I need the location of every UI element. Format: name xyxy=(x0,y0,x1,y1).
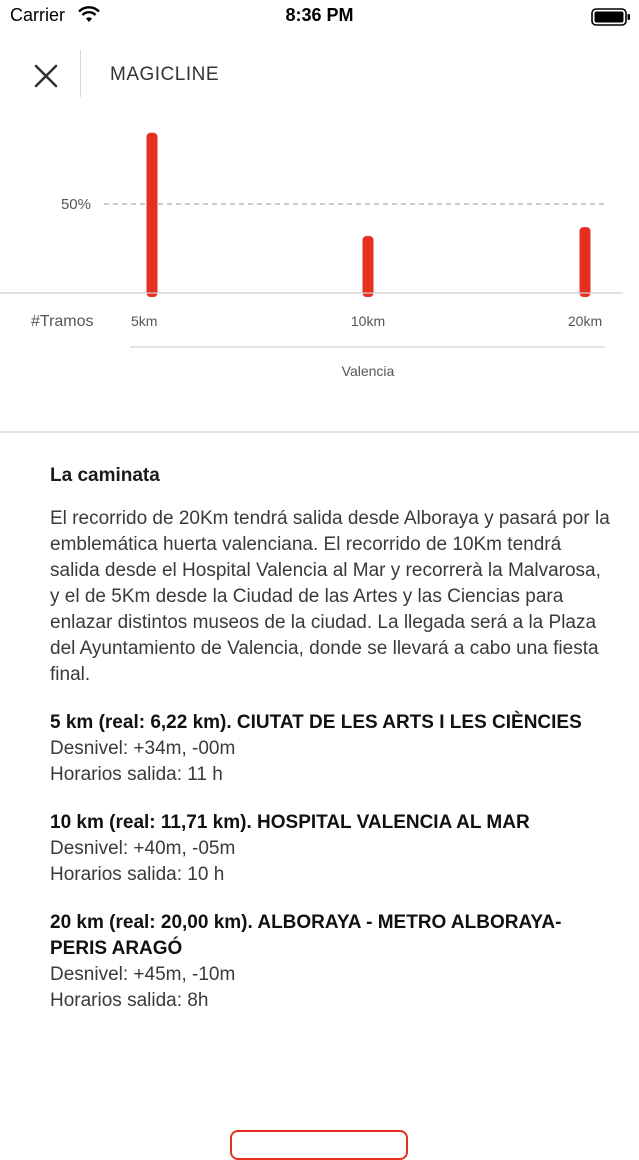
route-title: 10 km (real: 11,71 km). HOSPITAL VALENCIA AL MAR xyxy=(50,812,530,833)
carrier-label: Carrier xyxy=(10,5,66,25)
close-icon xyxy=(28,58,64,94)
route-item xyxy=(50,710,610,788)
page-title: MAGICLINE xyxy=(110,64,220,85)
section-title: La caminata xyxy=(50,465,160,486)
route-chart xyxy=(0,100,639,400)
row-label: #Tramos xyxy=(31,313,94,330)
route-title: 5 km (real: 6,22 km). CIUTAT DE LES ARTS I LES CIÈNCIES xyxy=(50,712,582,733)
group-label: Valencia xyxy=(341,363,395,379)
section-divider xyxy=(0,431,639,433)
route-horarios: Horarios salida: 10 h xyxy=(50,864,225,885)
route-desnivel: Desnivel: +45m, -10m xyxy=(50,964,236,985)
status-time: 8:36 PM xyxy=(285,5,354,25)
route-desnivel: Desnivel: +40m, -05m xyxy=(50,838,236,859)
chart-bar-20km xyxy=(580,227,591,297)
route-description xyxy=(50,462,610,1014)
status-bar xyxy=(0,0,639,34)
reference-line-label: 50% xyxy=(60,196,91,213)
route-desnivel: Desnivel: +34m, -00m xyxy=(50,738,236,759)
x-tick-label: 20km xyxy=(567,313,603,329)
route-horarios: Horarios salida: 11 h xyxy=(50,764,223,785)
close-button[interactable] xyxy=(28,58,64,94)
x-tick-label: 5km xyxy=(131,313,158,329)
header-divider xyxy=(80,50,81,97)
route-item xyxy=(50,810,610,888)
route-item xyxy=(50,910,610,1014)
chart-bar-5km xyxy=(147,133,158,297)
battery-icon xyxy=(591,8,631,26)
bottom-action-button[interactable] xyxy=(230,1130,408,1160)
intro-paragraph: El recorrido de 20Km tendrá salida desde Alboraya y pasará por la emblemática huerta valenciana. El recorrido de 10Km tendrá salida desde el Hospital Valencia al Mar y recorrerà la Malvarosa, y el de 5Km desde la Ciudad de las Artes y las Ciencias para enlazar distintos museos de la ciudad. La llegada será a la Plaza del Ayuntamiento de Valencia, donde se llevará a cabo una fiesta final. xyxy=(50,508,610,685)
route-horarios: Horarios salida: 8h xyxy=(50,990,209,1011)
route-title: 20 km (real: 20,00 km). ALBORAYA - METRO ALBORAYA-PERIS ARAGÓ xyxy=(50,912,562,959)
chart-bar-10km xyxy=(363,236,374,297)
x-tick-label: 10km xyxy=(350,313,386,329)
